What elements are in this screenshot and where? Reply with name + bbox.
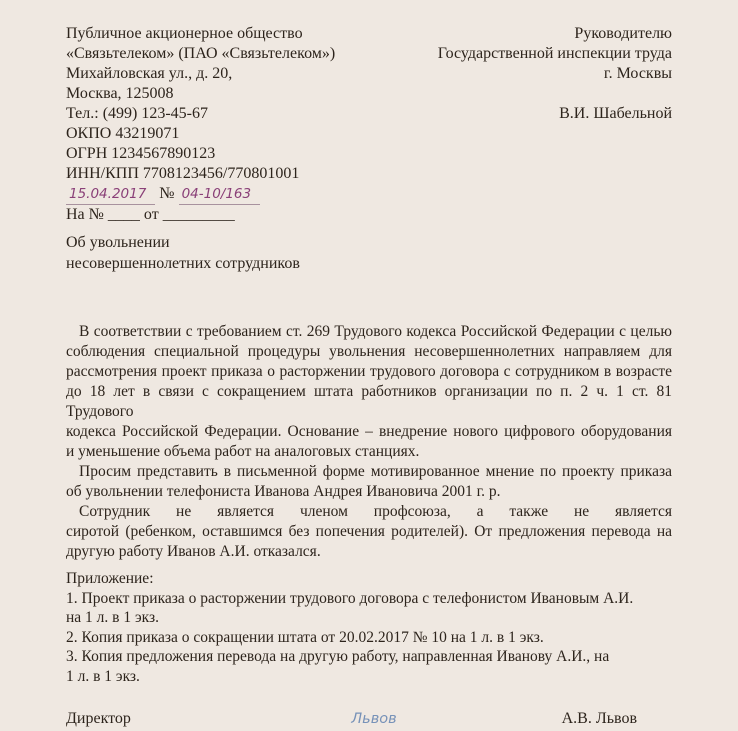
recipient-line: Государственной инспекции труда	[437, 45, 672, 62]
body-line: соблюдения специальной процедуры увольнения несовершеннолетних направляем для	[66, 343, 672, 360]
attachment-line: на 1 л. в 1 экз.	[66, 609, 159, 626]
body-line: об увольнении телефониста Иванова Андрея Ивановича 2001 г. р.	[66, 483, 501, 500]
attachment-heading: Приложение:	[66, 570, 154, 587]
handwritten-date: 15.04.2017	[66, 186, 155, 205]
reply-ref-line: На № ____ от _________	[66, 206, 235, 223]
sender-line: ОКПО 43219071	[66, 125, 180, 142]
body-paragraph	[66, 322, 672, 462]
recipient-person: В.И. Шабельной	[559, 105, 672, 122]
body-line: кодекса Российской Федерации. Основание – внедрение нового цифрового оборудования	[66, 423, 672, 440]
body-line: Сотрудник не является членом профсоюза, а также не является	[79, 503, 672, 520]
subject-block	[66, 232, 672, 274]
body-line: В соответствии с требованием ст. 269 Трудового кодекса Российской Федерации с целью	[79, 323, 672, 340]
sender-block	[66, 24, 335, 225]
attachment-line: 2. Копия приказа о сокращении штата от 20.02.2017 № 10 на 1 л. в 1 экз.	[66, 628, 544, 646]
sender-line: «Связьтелеком» (ПАО «Связьтелеком»)	[66, 45, 336, 62]
attachment-line: 1. Проект приказа о расторжении трудового договора с телефонистом Ивановым А.И.	[66, 589, 634, 607]
number-sign: №	[159, 185, 175, 202]
sender-line: Тел.: (499) 123-45-67	[66, 105, 209, 122]
body-line: до 18 лет в связи с сокращением штата работников организации по п. 2 ч. 1 ст. 81 Трудового	[66, 383, 672, 420]
attachment-line: 1 л. в 1 экз.	[66, 667, 140, 685]
body-line: рассмотрения проект приказа о расторжении трудового договора с сотрудником в возрасте	[66, 363, 672, 380]
body-text	[66, 322, 672, 562]
attachment-line: 3. Копия предложения перевода на другую работу, направленная Иванову А.И., на	[66, 648, 610, 665]
body-paragraph	[66, 462, 672, 502]
subject-line: несовершеннолетних сотрудников	[66, 255, 300, 272]
sender-line: Михайловская ул., д. 20,	[66, 65, 233, 82]
sender-line: Публичное акционерное общество	[66, 25, 303, 42]
subject-line: Об увольнении	[66, 234, 170, 251]
recipient-spacer	[438, 84, 672, 104]
body-line: и уменьшение объема работ на аналоговых станциях.	[66, 443, 420, 460]
ref-line	[66, 184, 335, 205]
recipient-line: Руководителю	[574, 25, 672, 42]
signer-name: А.В. Львов	[561, 710, 637, 727]
handwritten-doc-number: 04-10/163	[179, 186, 261, 205]
signature-autograph: Львов	[351, 711, 397, 727]
body-paragraph	[66, 502, 672, 562]
body-line: Просим представить в письменной форме мотивированное мнение по проекту приказа	[79, 463, 672, 480]
signer-position: Директор	[66, 710, 131, 727]
letter-header	[66, 24, 672, 225]
body-line: другую работу Иванов А.И. отказался.	[66, 543, 321, 560]
attachment-list	[66, 569, 672, 686]
recipient-block	[438, 24, 672, 124]
sender-line: Москва, 125008	[66, 85, 174, 102]
sender-line: ОГРН 1234567890123	[66, 145, 216, 162]
signature-row	[66, 710, 672, 728]
body-line: сиротой (ребенком, оставшимся без попечения родителей). От предложения перевода на	[66, 523, 672, 540]
recipient-line: г. Москвы	[603, 65, 672, 82]
signature-area	[226, 710, 522, 728]
sender-line: ИНН/КПП 7708123456/770801001	[66, 165, 300, 182]
